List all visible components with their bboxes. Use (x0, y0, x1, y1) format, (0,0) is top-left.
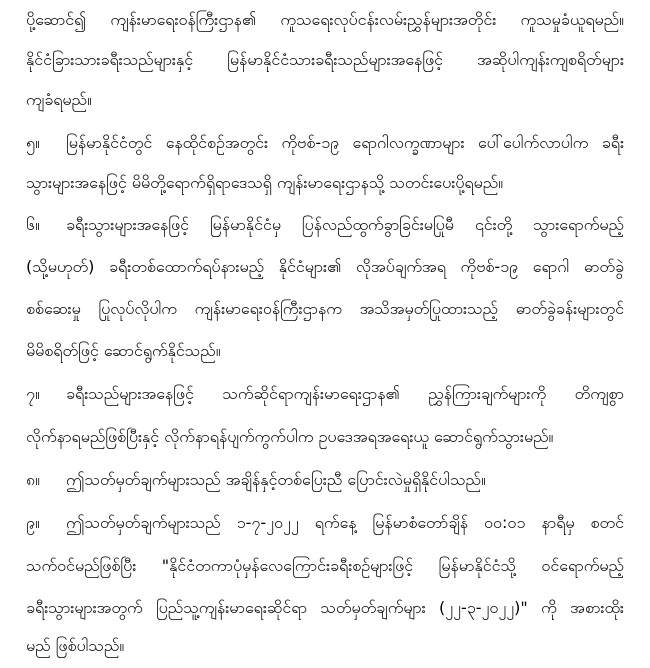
paragraph-line: ခရီးသွားများအတွက် ပြည်သူ့ကျန်းမာရေးဆိုင်ရာ သတ်မှတ်ချက်များ (၂၂-၃-၂၀၂၂)" ကို အစားထိုး (26, 598, 624, 617)
paragraph-line: စစ်ဆေးမှု ပြုလုပ်လိုပါက ကျန်းမာရေးဝန်ကြီးဌာနက အသိအမှတ်ပြုထားသည့် ဓာတ်ခွဲခန်းများတွင် (26, 299, 624, 318)
paragraph-line: ခရီးသွားများအနေဖြင့် မြန်မာနိုင်ငံမှ ပြန်လည်ထွက်ခွာခြင်းမပြုမီ ၎င်းတို့ သွားရောက်မည့် (66, 215, 624, 234)
paragraph-line: (သို့မဟုတ်) ခရီးတစ်ထောက်ရပ်နားမည့် နိုင်ငံများ၏ လိုအပ်ချက်အရ ကိုဗစ်-၁၉ ရောဂါ ဓာတ်ခွဲ (26, 257, 624, 276)
paragraph-line: ဤသတ်မှတ်ချက်များသည် အချိန်နှင့်တစ်ပြေးညီ ပြောင်းလဲမှုရှိနိုင်ပါသည်။ (66, 470, 486, 489)
paragraph-line-with-number (26, 460, 624, 500)
paragraph-line: ဤသတ်မှတ်ချက်များသည် ၁-၇-၂၀၂၂ ရက်နေ့ မြန်မာစံတော်ချိန် ၀၀:၀၁ နာရီမှ စတင် (66, 513, 624, 532)
paragraph-number: ၅။ (26, 133, 40, 152)
paragraph-number: ၇။ (26, 384, 40, 403)
paragraph-number: ၈။ (26, 470, 40, 489)
paragraph-line-with-number (26, 205, 624, 245)
paragraph-line-with-number (26, 374, 624, 414)
paragraph-number: ၉။ (26, 513, 40, 532)
paragraph-line-with-number (26, 503, 624, 543)
paragraph-line: မည် ဖြစ်ပါသည်။ (26, 636, 125, 655)
paragraph-line: နိုင်ငံခြားသားခရီးသည်များနှင့် မြန်မာနိုင်ငံသားခရီးသည်များအနေဖြင့် အဆိုပါကျန်းကျစရိတ်များ (26, 50, 624, 69)
paragraph-line: မြန်မာနိုင်ငံတွင် နေထိုင်စဉ်အတွင်း ကိုဗစ်-၁၉ ရောဂါလက္ခဏာများ ပေါ်ပေါက်လာပါက ခရီး (66, 133, 624, 152)
paragraph-line: ကျခံရမည်။ (26, 90, 92, 109)
paragraph-line-with-number (26, 123, 624, 163)
paragraph-line: လိုက်နာရမည်ဖြစ်ပြီးနှင့် လိုက်နာရန်ပျက်ကွက်ပါက ဥပဒေအရအရေးယူ ဆောင်ရွက်သွားမည်။ (26, 427, 554, 446)
paragraph-line: သွားများအနေဖြင့် မိမိတို့ရောက်ရှိရာဒေသရှိ ကျန်းမာရေးဌာနသို့ သတင်းပေးပို့ရမည်။ (26, 173, 504, 192)
paragraph-line: ခရီးသည်များအနေဖြင့် သက်ဆိုင်ရာကျန်းမာရေးဌာန၏ ညွှန်ကြားချက်များကို တိကျစွာ (66, 384, 624, 403)
paragraph-number: ၆။ (26, 215, 40, 234)
paragraph-line: ပို့ဆောင်၍ ကျန်းမာရေးဝန်ကြီးဌာန၏ ကူသရေးလုပ်ငန်းလမ်းညွှန်များအတိုင်း ကူသမှုခံယူရမည်။ (26, 10, 624, 29)
paragraph-line: မိမိစရိတ်ဖြင့် ဆောင်ရွက်နိုင်သည်။ (26, 341, 221, 360)
paragraph-line: သက်ဝင်မည်ဖြစ်ပြီး "နိုင်ငံတကာပုံမှန်လေကြောင်းခရီးစဉ်များဖြင့် မြန်မာနိုင်ငံသို့ ဝင်ရောက်မည့် (26, 556, 624, 575)
